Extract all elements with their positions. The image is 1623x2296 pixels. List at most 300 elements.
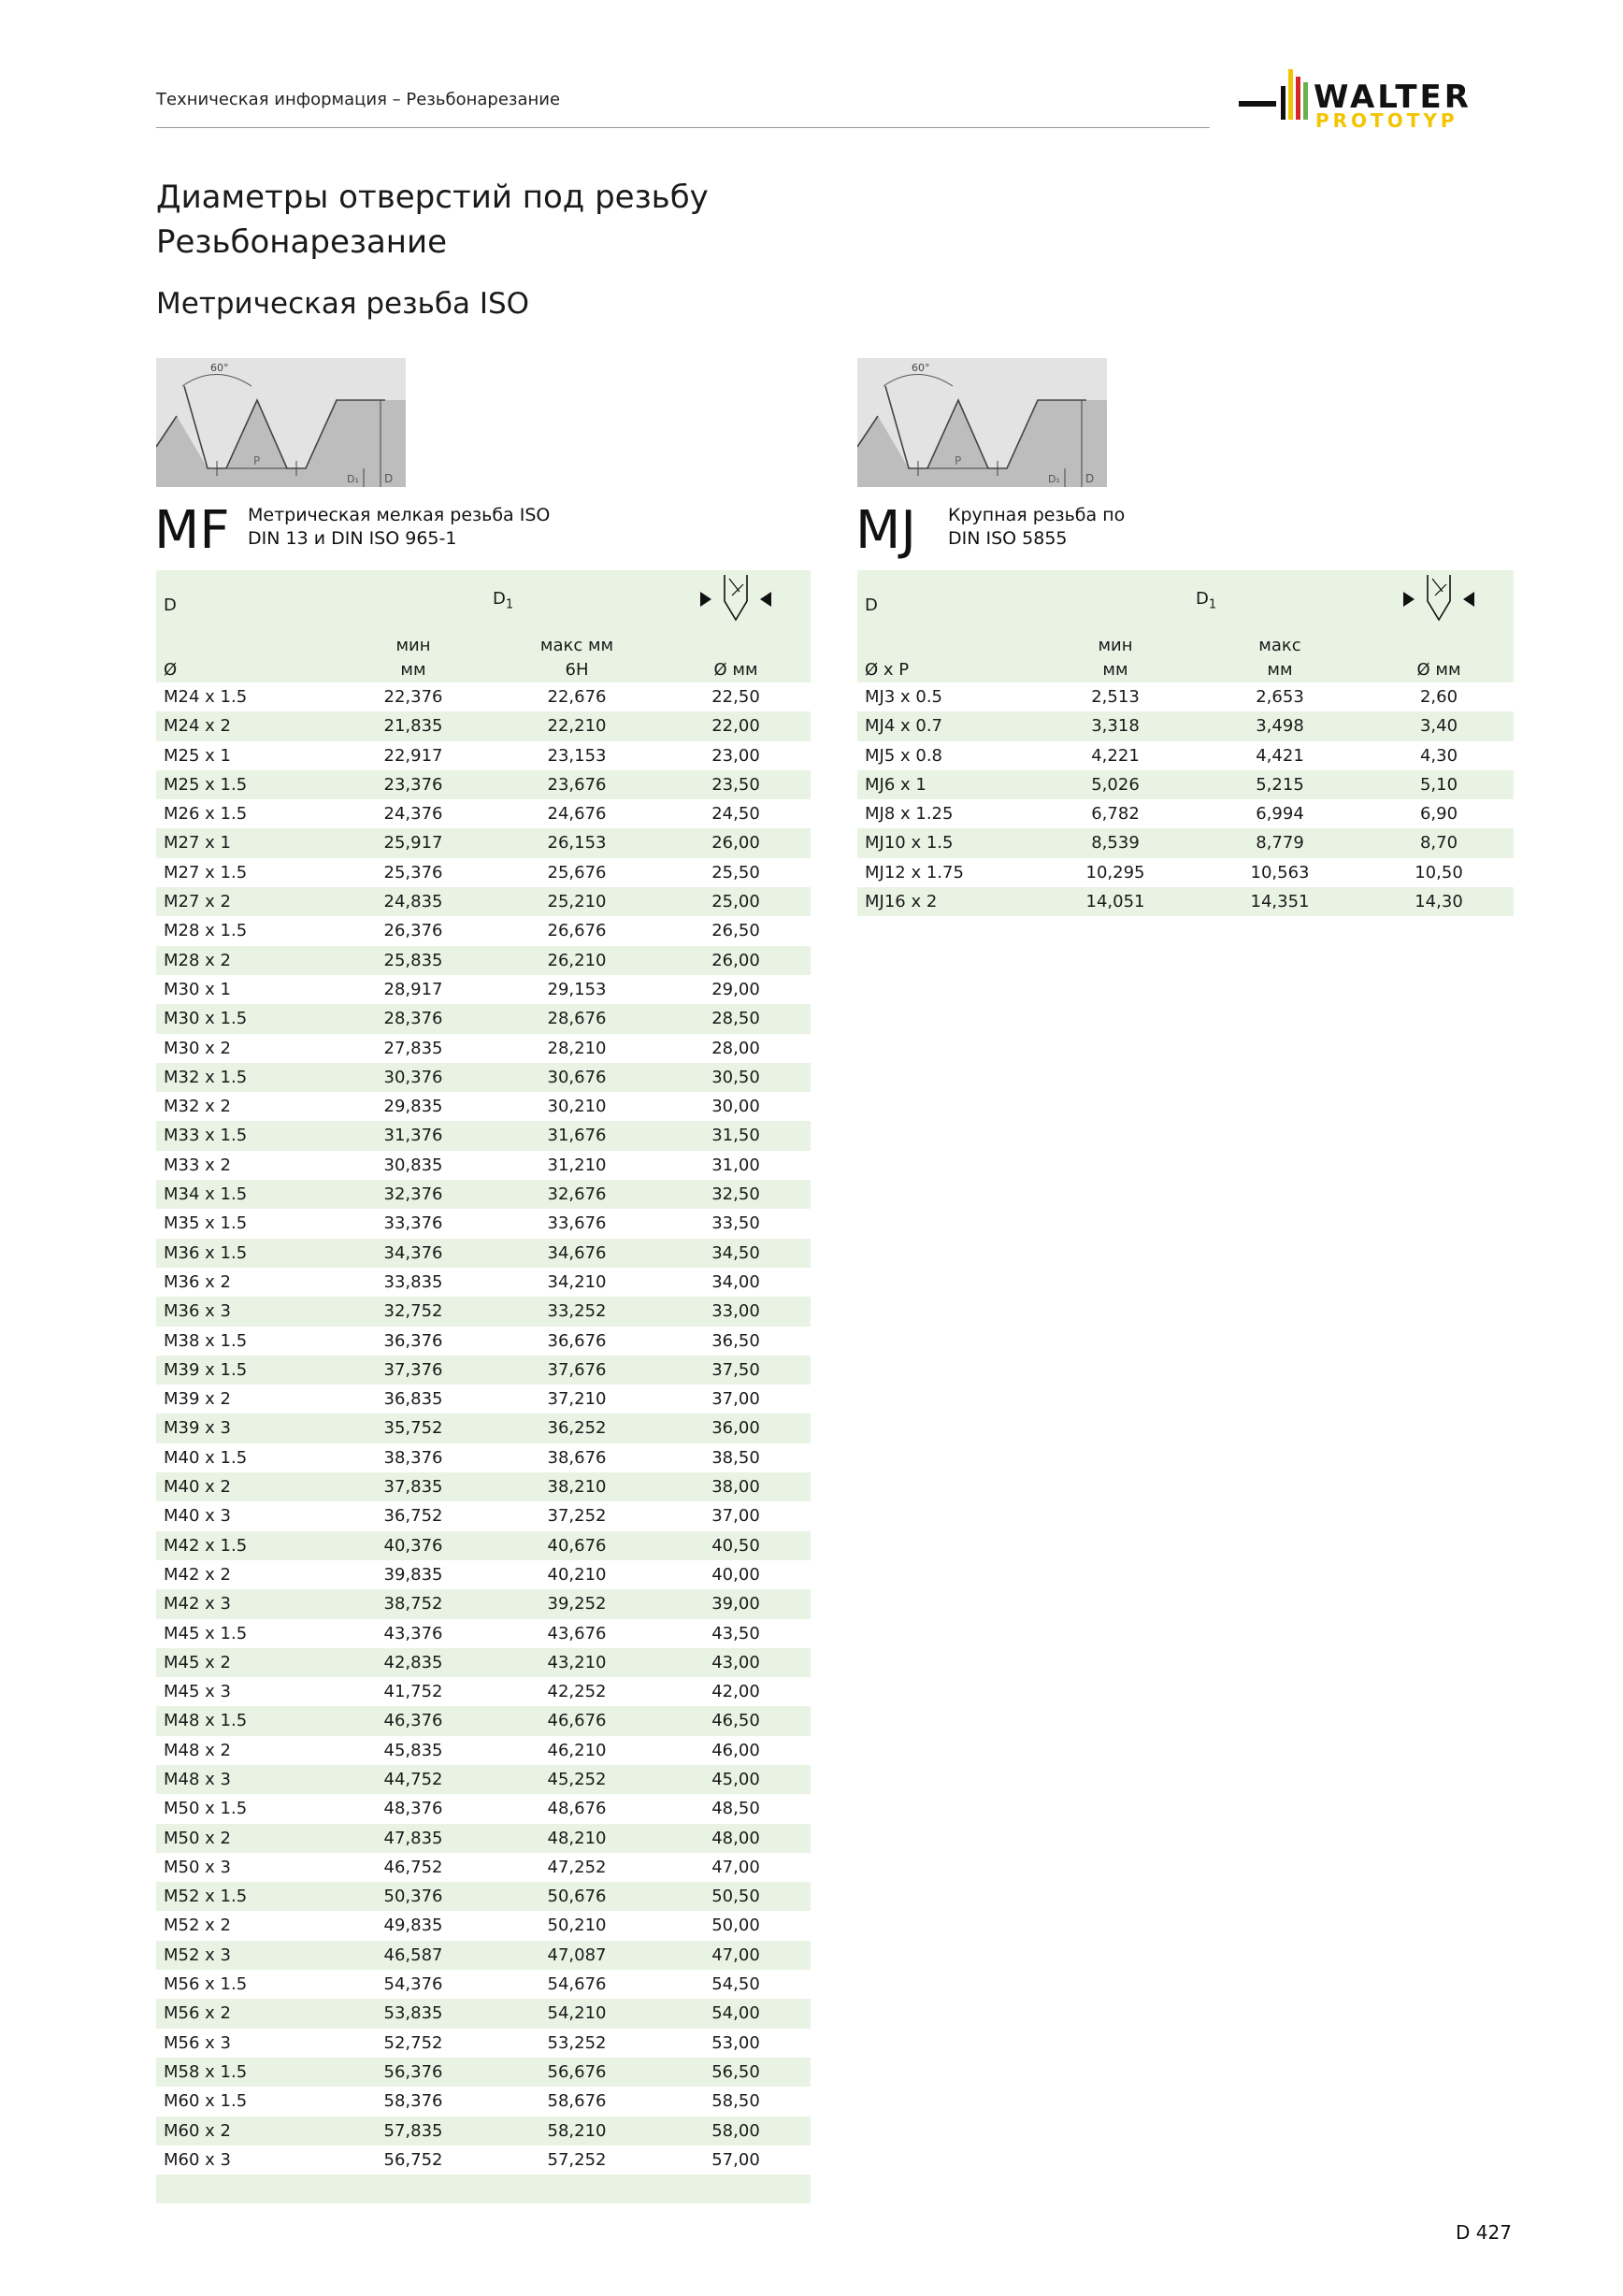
min-cell: 32,376: [334, 1180, 493, 1209]
drill-diameter-cell: 56,50: [661, 2058, 811, 2087]
table-header-row: [156, 570, 811, 634]
header-min: мин: [334, 634, 493, 658]
thread-size-cell: M28 x 2: [156, 946, 334, 975]
table-row: [156, 1706, 811, 1735]
thread-size-cell: M60 x 1.5: [164, 2091, 248, 2112]
drill-diameter-cell: 40,50: [661, 1531, 811, 1560]
max-cell: 37,676: [493, 1356, 661, 1385]
thread-size-cell: MJ3 x 0.5: [865, 687, 943, 707]
table-row: [156, 975, 811, 1004]
thread-size-cell: M58 x 1.5: [156, 2058, 334, 2087]
table-row: [156, 1092, 811, 1121]
max-cell: 47,087: [493, 1941, 661, 1970]
drill-diameter-cell: 43,00: [661, 1648, 811, 1677]
table-row: [156, 1648, 811, 1677]
max-cell: 3,498: [1196, 711, 1364, 740]
max-cell: 34,676: [493, 1239, 661, 1268]
thread-size-cell: M40 x 1.5: [164, 1447, 248, 1468]
max-cell: 40,210: [547, 1564, 607, 1585]
table-row: [156, 1911, 811, 1940]
table-row: [857, 711, 1514, 740]
thread-size-cell: M48 x 1.5: [156, 1706, 334, 1735]
header-col1-unit: Ø x P: [857, 658, 1035, 682]
thread-size-cell: M45 x 2: [156, 1648, 334, 1677]
min-cell: 22,917: [383, 745, 443, 766]
logo-walter-text: WALTER: [1314, 79, 1472, 116]
table-row: [156, 1677, 811, 1706]
thread-size-cell: M35 x 1.5: [164, 1213, 248, 1234]
table-row: [156, 1180, 811, 1209]
thread-size-cell: M50 x 2: [156, 1824, 334, 1853]
mf-desc-line2: DIN 13 и DIN ISO 965-1: [248, 528, 457, 549]
min-cell: 24,376: [383, 804, 443, 825]
table-row: [857, 858, 1514, 887]
max-cell: 31,676: [493, 1121, 661, 1150]
thread-size-cell: M32 x 1.5: [156, 1063, 334, 1092]
drill-diameter-cell: 33,50: [711, 1213, 760, 1234]
max-cell: 24,676: [547, 804, 607, 825]
max-cell: 54,210: [493, 1999, 661, 2028]
thread-size-cell: M38 x 1.5: [164, 1330, 248, 1351]
header-drill-unit: Ø мм: [661, 658, 811, 682]
min-cell: 38,376: [383, 1447, 443, 1468]
drill-diameter-cell: 33,00: [661, 1297, 811, 1326]
drill-diameter-cell: 39,00: [661, 1589, 811, 1618]
drill-diameter-cell: 42,00: [711, 1682, 760, 1702]
min-cell: 54,376: [383, 1974, 443, 1995]
max-cell: 34,210: [547, 1271, 607, 1292]
d1-label: D₁: [1048, 473, 1060, 485]
max-cell: 47,252: [547, 1857, 607, 1877]
header-min-unit: мм: [334, 658, 493, 682]
table-row: [857, 887, 1514, 916]
min-cell: 30,376: [334, 1063, 493, 1092]
min-cell: 49,835: [383, 1916, 443, 1936]
min-cell: 33,835: [383, 1271, 443, 1292]
drill-icon: [1401, 573, 1476, 629]
min-cell: 36,752: [383, 1506, 443, 1527]
page-title-line2: Резьбонарезание: [156, 223, 448, 261]
drill-diameter-cell: 29,00: [711, 979, 760, 999]
table-row: [156, 1882, 811, 1911]
drill-diameter-cell: 38,00: [661, 1472, 811, 1501]
table-row: [156, 741, 811, 770]
header-d: D: [156, 570, 334, 634]
max-cell: 36,252: [493, 1413, 661, 1442]
thread-size-cell: MJ16 x 2: [857, 887, 1035, 916]
table-row: [156, 1999, 811, 2028]
min-cell: 47,835: [334, 1824, 493, 1853]
min-cell: 37,376: [334, 1356, 493, 1385]
max-cell: 50,210: [547, 1916, 607, 1936]
drill-diameter-cell: 38,50: [711, 1447, 760, 1468]
angle-label: 60°: [210, 362, 229, 374]
thread-size-cell: M56 x 3: [164, 2032, 231, 2053]
d-label: D: [1085, 472, 1095, 485]
thread-size-cell: M25 x 1.5: [156, 770, 334, 799]
max-cell: 26,210: [493, 946, 661, 975]
min-cell: 57,835: [334, 2117, 493, 2145]
drill-diameter-cell: 4,30: [1419, 745, 1458, 766]
max-cell: 2,653: [1256, 687, 1304, 707]
page-title-line1: Диаметры отверстий под резьбу: [156, 179, 709, 216]
table-row: [156, 1619, 811, 1648]
drill-diameter-cell: 47,00: [661, 1941, 811, 1970]
drill-diameter-cell: 47,00: [711, 1857, 760, 1877]
table-row: [156, 1413, 811, 1442]
drill-diameter-cell: 30,00: [711, 1097, 760, 1117]
max-cell: 29,153: [547, 979, 607, 999]
drill-diameter-cell: 31,50: [661, 1121, 811, 1150]
header-min: мин: [1035, 634, 1196, 658]
min-cell: 21,835: [334, 711, 493, 740]
min-cell: 36,376: [383, 1330, 443, 1351]
table-row: [156, 858, 811, 887]
drill-diameter-cell: 25,50: [711, 862, 760, 883]
max-cell: 36,676: [547, 1330, 607, 1351]
table-footer-band: [156, 2174, 811, 2203]
min-cell: 52,752: [383, 2032, 443, 2053]
thread-size-cell: M33 x 2: [164, 1155, 231, 1175]
table-row: [156, 1121, 811, 1150]
max-cell: 40,676: [493, 1531, 661, 1560]
header-max-unit: 6H: [493, 658, 661, 682]
table-row: [156, 1501, 811, 1530]
max-cell: 56,676: [493, 2058, 661, 2087]
drill-diameter-cell: 40,00: [711, 1564, 760, 1585]
page-number: D 427: [1456, 2221, 1512, 2244]
drill-diameter-cell: 14,30: [1364, 887, 1514, 916]
table-row: [156, 1327, 811, 1356]
drill-diameter-cell: 23,00: [711, 745, 760, 766]
max-cell: 28,210: [547, 1038, 607, 1058]
table-row: [156, 1853, 811, 1882]
min-cell: 42,835: [334, 1648, 493, 1677]
min-cell: 6,782: [1091, 804, 1140, 825]
min-cell: 33,376: [383, 1213, 443, 1234]
min-cell: 3,318: [1035, 711, 1196, 740]
min-cell: 25,917: [334, 828, 493, 857]
drill-diameter-cell: 46,50: [661, 1706, 811, 1735]
min-cell: 25,376: [383, 862, 443, 883]
table-row: [156, 770, 811, 799]
thread-size-cell: M27 x 1: [156, 828, 334, 857]
table-row: [156, 1004, 811, 1033]
thread-size-cell: M50 x 3: [164, 1857, 231, 1877]
thread-size-cell: M40 x 2: [156, 1472, 334, 1501]
max-cell: 25,676: [547, 862, 607, 883]
max-cell: 10,563: [1250, 862, 1310, 883]
thread-size-cell: M36 x 1.5: [156, 1239, 334, 1268]
drill-diameter-cell: 43,50: [711, 1623, 760, 1643]
thread-size-cell: M32 x 2: [164, 1097, 231, 1117]
max-cell: 37,210: [547, 1389, 607, 1410]
max-cell: 6,994: [1256, 804, 1304, 825]
breadcrumb: Техническая информация – Резьбонарезание: [156, 90, 561, 109]
thread-size-cell: M30 x 2: [164, 1038, 231, 1058]
thread-size-cell: M34 x 1.5: [156, 1180, 334, 1209]
drill-diameter-cell: 26,50: [711, 921, 760, 941]
thread-size-cell: MJ12 x 1.75: [865, 862, 964, 883]
drill-diameter-cell: 2,60: [1419, 687, 1458, 707]
max-cell: 22,210: [493, 711, 661, 740]
max-cell: 43,210: [493, 1648, 661, 1677]
drill-diameter-cell: 8,70: [1364, 828, 1514, 857]
d1-label: D₁: [347, 473, 359, 485]
max-cell: 46,210: [547, 1740, 607, 1760]
max-cell: 53,252: [547, 2032, 607, 2053]
header-d: D: [857, 570, 1035, 634]
table-row: [156, 1297, 811, 1326]
drill-diameter-cell: 28,00: [711, 1038, 760, 1058]
thread-size-cell: MJ10 x 1.5: [857, 828, 1035, 857]
min-cell: 22,376: [383, 687, 443, 707]
page-title: [156, 175, 709, 265]
thread-size-cell: M48 x 3: [156, 1765, 334, 1794]
max-cell: 48,210: [493, 1824, 661, 1853]
header-max-unit: мм: [1196, 658, 1364, 682]
drill-diameter-cell: 28,50: [661, 1004, 811, 1033]
table-row: [156, 887, 811, 916]
min-cell: 30,835: [383, 1155, 443, 1175]
thread-size-cell: M28 x 1.5: [164, 921, 248, 941]
drill-diameter-cell: 26,00: [661, 828, 811, 857]
max-cell: 31,210: [547, 1155, 607, 1175]
min-cell: 23,376: [334, 770, 493, 799]
mj-code: MJ: [855, 500, 916, 561]
drill-diameter-cell: 32,50: [661, 1180, 811, 1209]
min-cell: 46,376: [334, 1706, 493, 1735]
table-row: [156, 1941, 811, 1970]
thread-size-cell: M60 x 2: [156, 2117, 334, 2145]
max-cell: 58,210: [493, 2117, 661, 2145]
min-cell: 36,835: [383, 1389, 443, 1410]
table-row: [156, 1443, 811, 1472]
table-row: [156, 1034, 811, 1063]
max-cell: 33,676: [547, 1213, 607, 1234]
table-row: [156, 2058, 811, 2087]
table-row: [857, 682, 1514, 711]
mf-drill-table: [156, 570, 811, 2203]
min-cell: 46,752: [383, 1857, 443, 1877]
table-row: [156, 1385, 811, 1413]
thread-size-cell: M52 x 1.5: [156, 1882, 334, 1911]
table-row: [156, 946, 811, 975]
max-cell: 14,351: [1196, 887, 1364, 916]
min-cell: 10,295: [1085, 862, 1145, 883]
thread-size-cell: MJ8 x 1.25: [865, 804, 954, 825]
min-cell: 31,376: [334, 1121, 493, 1150]
drill-diameter-cell: 48,00: [661, 1824, 811, 1853]
table-row: [156, 2029, 811, 2058]
thread-size-cell: M39 x 1.5: [156, 1356, 334, 1385]
drill-diameter-cell: 10,50: [1415, 862, 1463, 883]
drill-diameter-cell: 26,00: [661, 946, 811, 975]
drill-diameter-cell: 45,00: [661, 1765, 811, 1794]
min-cell: 4,221: [1091, 745, 1140, 766]
thread-size-cell: M30 x 1: [164, 979, 231, 999]
drill-diameter-cell: 5,10: [1364, 770, 1514, 799]
thread-size-cell: M33 x 1.5: [156, 1121, 334, 1150]
table-row: [156, 1151, 811, 1180]
table-row: [156, 916, 811, 945]
drill-diameter-cell: 34,50: [661, 1239, 811, 1268]
angle-label: 60°: [912, 362, 930, 374]
drill-diameter-cell: 54,50: [711, 1974, 760, 1995]
drill-diameter-cell: 46,00: [711, 1740, 760, 1760]
table-row: [156, 1268, 811, 1297]
min-cell: 53,835: [334, 1999, 493, 2028]
thread-size-cell: M52 x 2: [164, 1916, 231, 1936]
min-cell: 35,752: [334, 1413, 493, 1442]
min-cell: 14,051: [1035, 887, 1196, 916]
min-cell: 45,835: [383, 1740, 443, 1760]
max-cell: 48,676: [547, 1799, 607, 1819]
drill-diameter-cell: 50,00: [711, 1916, 760, 1936]
table-header-row: [857, 570, 1514, 634]
drill-diameter-cell: 37,50: [661, 1356, 811, 1385]
drill-diameter-cell: 54,00: [661, 1999, 811, 2028]
max-cell: 42,252: [547, 1682, 607, 1702]
drill-diameter-cell: 31,00: [711, 1155, 760, 1175]
drill-diameter-cell: 23,50: [661, 770, 811, 799]
min-cell: 28,917: [383, 979, 443, 999]
min-cell: 26,376: [383, 921, 443, 941]
drill-diameter-cell: 58,00: [661, 2117, 811, 2145]
thread-size-cell: M56 x 1.5: [164, 1974, 248, 1995]
mf-description: [248, 504, 550, 551]
min-cell: 41,752: [383, 1682, 443, 1702]
table-row: [156, 1736, 811, 1765]
min-cell: 29,835: [383, 1097, 443, 1117]
min-cell: 56,752: [383, 2149, 443, 2170]
thread-size-cell: M30 x 1.5: [156, 1004, 334, 1033]
min-cell: 50,376: [334, 1882, 493, 1911]
min-cell: 44,752: [334, 1765, 493, 1794]
min-cell: 28,376: [334, 1004, 493, 1033]
drill-diameter-cell: 53,00: [711, 2032, 760, 2053]
table-row: [156, 1356, 811, 1385]
drill-diameter-cell: 24,50: [711, 804, 760, 825]
min-cell: 48,376: [383, 1799, 443, 1819]
thread-size-cell: M24 x 1.5: [164, 687, 248, 707]
thread-size-cell: M40 x 3: [164, 1506, 231, 1527]
walter-prototyp-logo: [1239, 56, 1519, 140]
thread-size-cell: M45 x 1.5: [164, 1623, 248, 1643]
max-cell: 57,252: [547, 2149, 607, 2170]
thread-size-cell: MJ5 x 0.8: [865, 745, 943, 766]
thread-size-cell: M39 x 3: [156, 1413, 334, 1442]
min-cell: 37,835: [334, 1472, 493, 1501]
max-cell: 50,676: [493, 1882, 661, 1911]
min-cell: 46,587: [334, 1941, 493, 1970]
drill-diameter-cell: 22,00: [661, 711, 811, 740]
header-max: макс мм: [493, 634, 661, 658]
min-cell: 5,026: [1035, 770, 1196, 799]
max-cell: 26,676: [547, 921, 607, 941]
min-cell: 40,376: [334, 1531, 493, 1560]
table-row: [857, 828, 1514, 857]
min-cell: 43,376: [383, 1623, 443, 1643]
max-cell: 39,252: [493, 1589, 661, 1618]
drill-diameter-cell: 36,50: [711, 1330, 760, 1351]
table-row: [156, 1765, 811, 1794]
table-row: [156, 1589, 811, 1618]
pitch-label: P: [253, 454, 261, 467]
table-row: [857, 770, 1514, 799]
min-cell: 8,539: [1035, 828, 1196, 857]
header-max: макс: [1196, 634, 1364, 658]
table-row: [156, 1794, 811, 1823]
drill-diameter-cell: 37,00: [711, 1506, 760, 1527]
thread-size-cell: M27 x 2: [156, 887, 334, 916]
max-cell: 22,676: [547, 687, 607, 707]
max-cell: 37,252: [547, 1506, 607, 1527]
min-cell: 38,752: [334, 1589, 493, 1618]
thread-size-cell: M56 x 2: [156, 1999, 334, 2028]
min-cell: 24,835: [334, 887, 493, 916]
max-cell: 46,676: [493, 1706, 661, 1735]
min-cell: 25,835: [334, 946, 493, 975]
min-cell: 58,376: [383, 2091, 443, 2112]
drill-diameter-cell: 3,40: [1364, 711, 1514, 740]
table-row: [857, 799, 1514, 828]
min-cell: 27,835: [383, 1038, 443, 1058]
thread-size-cell: M48 x 2: [164, 1740, 231, 1760]
pitch-label: P: [955, 454, 962, 467]
thread-size-cell: M42 x 3: [156, 1589, 334, 1618]
table-row: [156, 828, 811, 857]
table-row: [156, 2145, 811, 2174]
drill-diameter-cell: 34,00: [711, 1271, 760, 1292]
mf-desc-line1: Метрическая мелкая резьба ISO: [248, 505, 551, 525]
section-subtitle: Метрическая резьба ISO: [156, 287, 530, 321]
max-cell: 30,210: [547, 1097, 607, 1117]
min-cell: 34,376: [334, 1239, 493, 1268]
header-divider: [156, 127, 1210, 128]
min-cell: 2,513: [1091, 687, 1140, 707]
max-cell: 43,676: [547, 1623, 607, 1643]
drill-diameter-cell: 48,50: [711, 1799, 760, 1819]
mj-desc-line1: Крупная резьба по: [948, 505, 1126, 525]
thread-size-cell: M27 x 1.5: [164, 862, 248, 883]
table-row: [156, 1970, 811, 1999]
table-row: [156, 711, 811, 740]
drill-icon: [698, 573, 773, 629]
drill-diameter-cell: 58,50: [711, 2091, 760, 2112]
max-cell: 30,676: [493, 1063, 661, 1092]
mj-drill-table: [857, 570, 1514, 916]
min-cell: 32,752: [334, 1297, 493, 1326]
thread-size-cell: M36 x 3: [156, 1297, 334, 1326]
drill-diameter-cell: 50,50: [661, 1882, 811, 1911]
max-cell: 54,676: [547, 1974, 607, 1995]
mj-description: [948, 504, 1125, 551]
max-cell: 38,210: [493, 1472, 661, 1501]
drill-diameter-cell: 25,00: [661, 887, 811, 916]
thread-size-cell: M42 x 2: [164, 1564, 231, 1585]
thread-size-cell: MJ6 x 1: [857, 770, 1035, 799]
max-cell: 33,252: [493, 1297, 661, 1326]
thread-size-cell: M26 x 1.5: [164, 804, 248, 825]
table-row: [156, 682, 811, 711]
max-cell: 26,153: [493, 828, 661, 857]
drill-diameter-cell: 36,00: [661, 1413, 811, 1442]
thread-size-cell: M50 x 1.5: [164, 1799, 248, 1819]
header-d1: $D_1$: [1196, 570, 1364, 634]
table-row: [857, 741, 1514, 770]
thread-size-cell: M52 x 3: [156, 1941, 334, 1970]
